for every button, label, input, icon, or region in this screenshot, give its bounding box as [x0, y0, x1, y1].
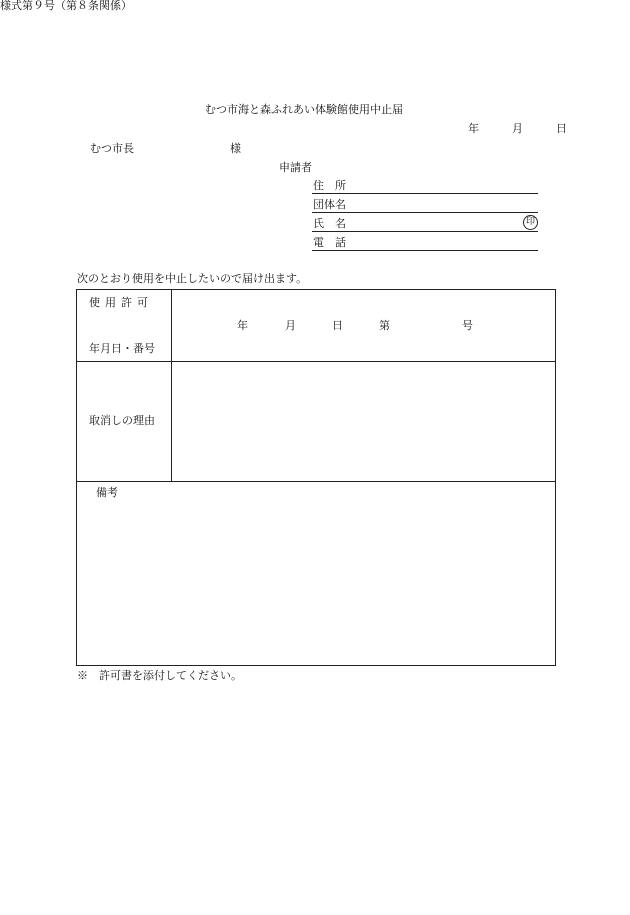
applicant-name-label: 氏 名 [313, 217, 346, 230]
permit-day-label: 日 [332, 319, 343, 332]
organization-label: 団体名 [313, 198, 346, 211]
permit-go-label: 号 [462, 319, 473, 332]
date-year-label: 年 [468, 122, 479, 135]
permit-label-bottom: 年月日・番号 [89, 342, 155, 355]
address-label: 住 所 [313, 179, 346, 192]
remarks-label: 備考 [96, 486, 118, 499]
reason-label: 取消しの理由 [89, 414, 155, 427]
addressee-honorific: 様 [230, 142, 241, 155]
remarks-input-cell[interactable] [77, 482, 554, 663]
form-number: 様式第９号（第８条関係） [0, 0, 132, 12]
permit-label-top: 使用許可 [89, 296, 153, 309]
phone-label: 電 話 [313, 236, 346, 249]
permit-month-label: 月 [285, 319, 296, 332]
addressee-name: むつ市長 [90, 142, 134, 155]
applicant-name-field[interactable] [312, 231, 538, 232]
attachment-note: ※ 許可書を添付してください。 [77, 669, 242, 682]
applicant-label: 申請者 [279, 161, 312, 174]
permit-dai-label: 第 [379, 319, 390, 332]
permit-value-cell[interactable] [172, 290, 554, 360]
document-title: むつ市海と森ふれあい体験館使用中止届 [205, 103, 403, 116]
submission-date [468, 123, 567, 134]
date-day-label: 日 [556, 122, 567, 135]
seal-mark: 印 [523, 215, 538, 230]
phone-field[interactable] [312, 250, 538, 251]
date-month-label: 月 [512, 122, 523, 135]
permit-year-label: 年 [237, 319, 248, 332]
organization-field[interactable] [312, 212, 538, 213]
reason-input-cell[interactable] [172, 362, 554, 480]
intro-text: 次のとおり使用を中止したいので届け出ます。 [77, 272, 308, 285]
address-field[interactable] [312, 193, 538, 194]
